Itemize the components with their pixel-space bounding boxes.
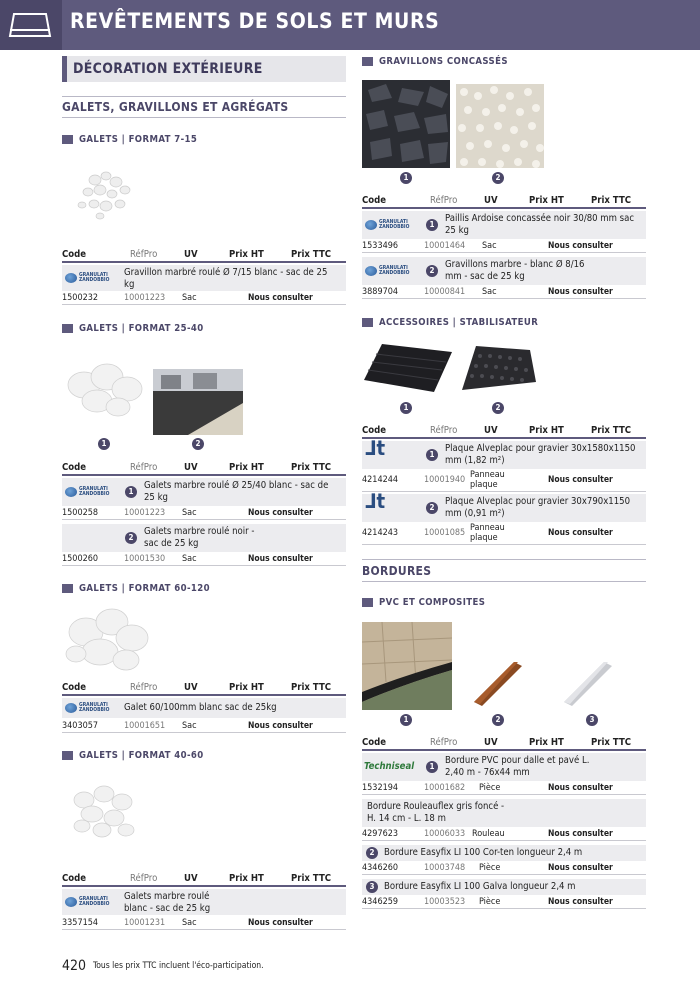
product-description: Plaque Alveplac pour gravier 30x1580x1150 mm (1,82 m²)	[445, 443, 636, 466]
table-header: Code RéfPro UV Prix HT Prix TTC	[62, 462, 346, 476]
product-image-corten-border	[470, 660, 526, 708]
product-image-gravel-grid-plate-small	[458, 342, 540, 396]
product-description-row	[62, 478, 346, 506]
product-description-row	[362, 845, 646, 861]
item-number-badge: 1	[125, 486, 137, 498]
product-description: Gravillons marbre - blanc Ø 8/16 mm - sac de 25 kg	[445, 259, 585, 282]
granulati-zandobbio-logo: GRANULATI ZANDOBBIO	[365, 264, 415, 278]
image-number-badge: 1	[400, 402, 412, 414]
alveplac-logo-icon: ⅃t	[365, 436, 386, 460]
item-number-badge: 3	[366, 881, 378, 893]
subsection-title: GRAVILLONS CONCASSÉS	[362, 56, 508, 67]
page-number: 420	[62, 958, 87, 974]
group-title: GALETS, GRAVILLONS ET AGRÉGATS	[62, 100, 289, 114]
table-header: Code RéfPro UV Prix HT Prix TTC	[362, 737, 646, 751]
subsection-title: GALETS | FORMAT 40-60	[62, 750, 204, 761]
product-description: Galet 60/100mm blanc sac de 25kg	[124, 702, 277, 713]
product-description: Plaque Alveplac pour gravier 30x790x1150 mm (0,91 m²)	[445, 496, 631, 519]
alveplac-logo-icon: ⅃t	[365, 489, 386, 513]
group-title: BORDURES	[362, 564, 432, 578]
square-icon	[362, 57, 373, 66]
granulati-zandobbio-logo: GRANULATI ZANDOBBIO	[65, 895, 115, 909]
table-header: Code RéfPro UV Prix HT Prix TTC	[362, 425, 646, 439]
subsection-title: GALETS | FORMAT 60-120	[62, 583, 210, 594]
product-description: Bordure Easyfix LI 100 Cor-ten longueur 2,4 m	[384, 847, 583, 858]
page-header	[0, 0, 700, 50]
granulati-zandobbio-logo: GRANULATI ZANDOBBIO	[365, 218, 415, 232]
granulati-zandobbio-logo: GRANULATI ZANDOBBIO	[65, 485, 115, 499]
product-image-slate-chips	[362, 80, 450, 168]
image-number-badge: 1	[400, 714, 412, 726]
divider	[62, 117, 346, 118]
square-icon	[62, 324, 73, 333]
product-description-row	[362, 257, 646, 285]
image-number-badge: 1	[400, 172, 412, 184]
square-icon	[362, 318, 373, 327]
subsection-title: GALETS | FORMAT 7-15	[62, 134, 197, 145]
product-description: Galets marbre roulé blanc - sac de 25 kg	[124, 891, 211, 914]
product-description-row	[362, 436, 646, 469]
granulati-zandobbio-logo: GRANULATI ZANDOBBIO	[65, 271, 115, 285]
table-row: 4346260 10003748 Pièce Nous consulter	[362, 862, 646, 875]
product-description-row	[62, 265, 346, 291]
product-image-black-pebbles-garden	[153, 369, 243, 435]
product-image-white-gravel	[70, 160, 150, 230]
product-image-medium-white-pebbles	[66, 780, 146, 842]
divider	[362, 559, 646, 560]
product-image-white-marble-gravel	[456, 84, 544, 168]
image-number-badge: 2	[492, 172, 504, 184]
item-number-badge: 2	[125, 532, 137, 544]
product-image-white-pebbles	[62, 355, 148, 421]
table-row: 3889704 10000841 Sac Nous consulter	[362, 286, 646, 299]
image-number-badge: 2	[492, 714, 504, 726]
table-row: 1500260 10001530 Sac Nous consulter	[62, 553, 346, 566]
techniseal-logo: Techniseal	[364, 761, 415, 772]
item-number-badge: 1	[426, 219, 438, 231]
image-number-badge: 3	[586, 714, 598, 726]
page-title: REVÊTEMENTS DE SOLS ET MURS	[70, 9, 440, 33]
product-image-pvc-border-paving	[362, 622, 452, 710]
table-row: 1500232 10001223 Sac Nous consulter	[62, 292, 346, 305]
product-description-row	[362, 489, 646, 522]
product-description: Paillis Ardoise concassée noir 30/80 mm sac 25 kg	[445, 213, 635, 236]
product-image-large-white-pebbles	[62, 602, 152, 674]
section-title-text: DÉCORATION EXTÉRIEURE	[73, 61, 263, 77]
product-description: Bordure Easyfix LI 100 Galva longueur 2,4 m	[384, 881, 576, 892]
product-description-row	[62, 698, 346, 718]
table-row: 4214243 10001085 Panneau plaque Nous consulter	[362, 523, 646, 545]
granulati-zandobbio-logo: GRANULATI ZANDOBBIO	[65, 701, 115, 715]
table-row: 1532194 10001682 Pièce Nous consulter	[362, 782, 646, 795]
square-icon	[62, 584, 73, 593]
image-number-badge: 2	[492, 402, 504, 414]
product-description-row	[62, 889, 346, 915]
table-row: 1500258 10001223 Sac Nous consulter	[62, 507, 346, 520]
product-image-galva-border	[560, 660, 616, 708]
item-number-badge: 2	[426, 265, 438, 277]
table-header: Code RéfPro UV Prix HT Prix TTC	[62, 249, 346, 263]
item-number-badge: 2	[366, 847, 378, 859]
section-title	[62, 56, 346, 82]
product-description: Bordure Rouleauflex gris foncé - H. 14 cm - L. 18 m	[367, 801, 505, 824]
square-icon	[62, 135, 73, 144]
product-description: Bordure PVC pour dalle et pavé L. 2,40 m - 76x44 mm	[445, 755, 590, 778]
divider	[62, 96, 346, 97]
table-header: Code RéfPro UV Prix HT Prix TTC	[62, 873, 346, 887]
product-description-row	[62, 524, 346, 552]
table-row: 4297623 10006033 Rouleau Nous consulter	[362, 828, 646, 841]
product-description-row	[362, 799, 646, 827]
subsection-title: ACCESSOIRES | STABILISATEUR	[362, 317, 538, 328]
image-number-badge: 2	[192, 438, 204, 450]
item-number-badge: 2	[426, 502, 438, 514]
subsection-title: GALETS | FORMAT 25-40	[62, 323, 204, 334]
product-description-row	[362, 879, 646, 895]
table-row: 1533496 10001464 Sac Nous consulter	[362, 240, 646, 253]
table-row: 3403057 10001651 Sac Nous consulter	[62, 720, 346, 733]
item-number-badge: 1	[426, 449, 438, 461]
table-row: 3357154 10001231 Sac Nous consulter	[62, 917, 346, 930]
product-description-row	[362, 211, 646, 239]
footer-note: Tous les prix TTC incluent l'éco-participation.	[93, 961, 264, 971]
table-header: Code RéfPro UV Prix HT Prix TTC	[62, 682, 346, 696]
square-icon	[62, 751, 73, 760]
category-icon	[0, 0, 62, 50]
product-description: Gravillon marbré roulé Ø 7/15 blanc - sac de 25 kg	[124, 267, 328, 290]
product-description: Galets marbre roulé noir - sac de 25 kg	[144, 526, 255, 549]
table-header: Code RéfPro UV Prix HT Prix TTC	[362, 195, 646, 209]
divider	[362, 581, 646, 582]
product-image-gravel-grid-plate	[362, 340, 452, 396]
item-number-badge: 1	[426, 761, 438, 773]
square-icon	[362, 598, 373, 607]
table-row: 4214244 10001940 Panneau plaque Nous consulter	[362, 470, 646, 492]
table-row: 4346259 10003523 Pièce Nous consulter	[362, 896, 646, 909]
image-number-badge: 1	[98, 438, 110, 450]
subsection-title: PVC ET COMPOSITES	[362, 597, 485, 608]
product-description-row	[362, 753, 646, 781]
product-description: Galets marbre roulé Ø 25/40 blanc - sac de 25 kg	[144, 480, 329, 503]
